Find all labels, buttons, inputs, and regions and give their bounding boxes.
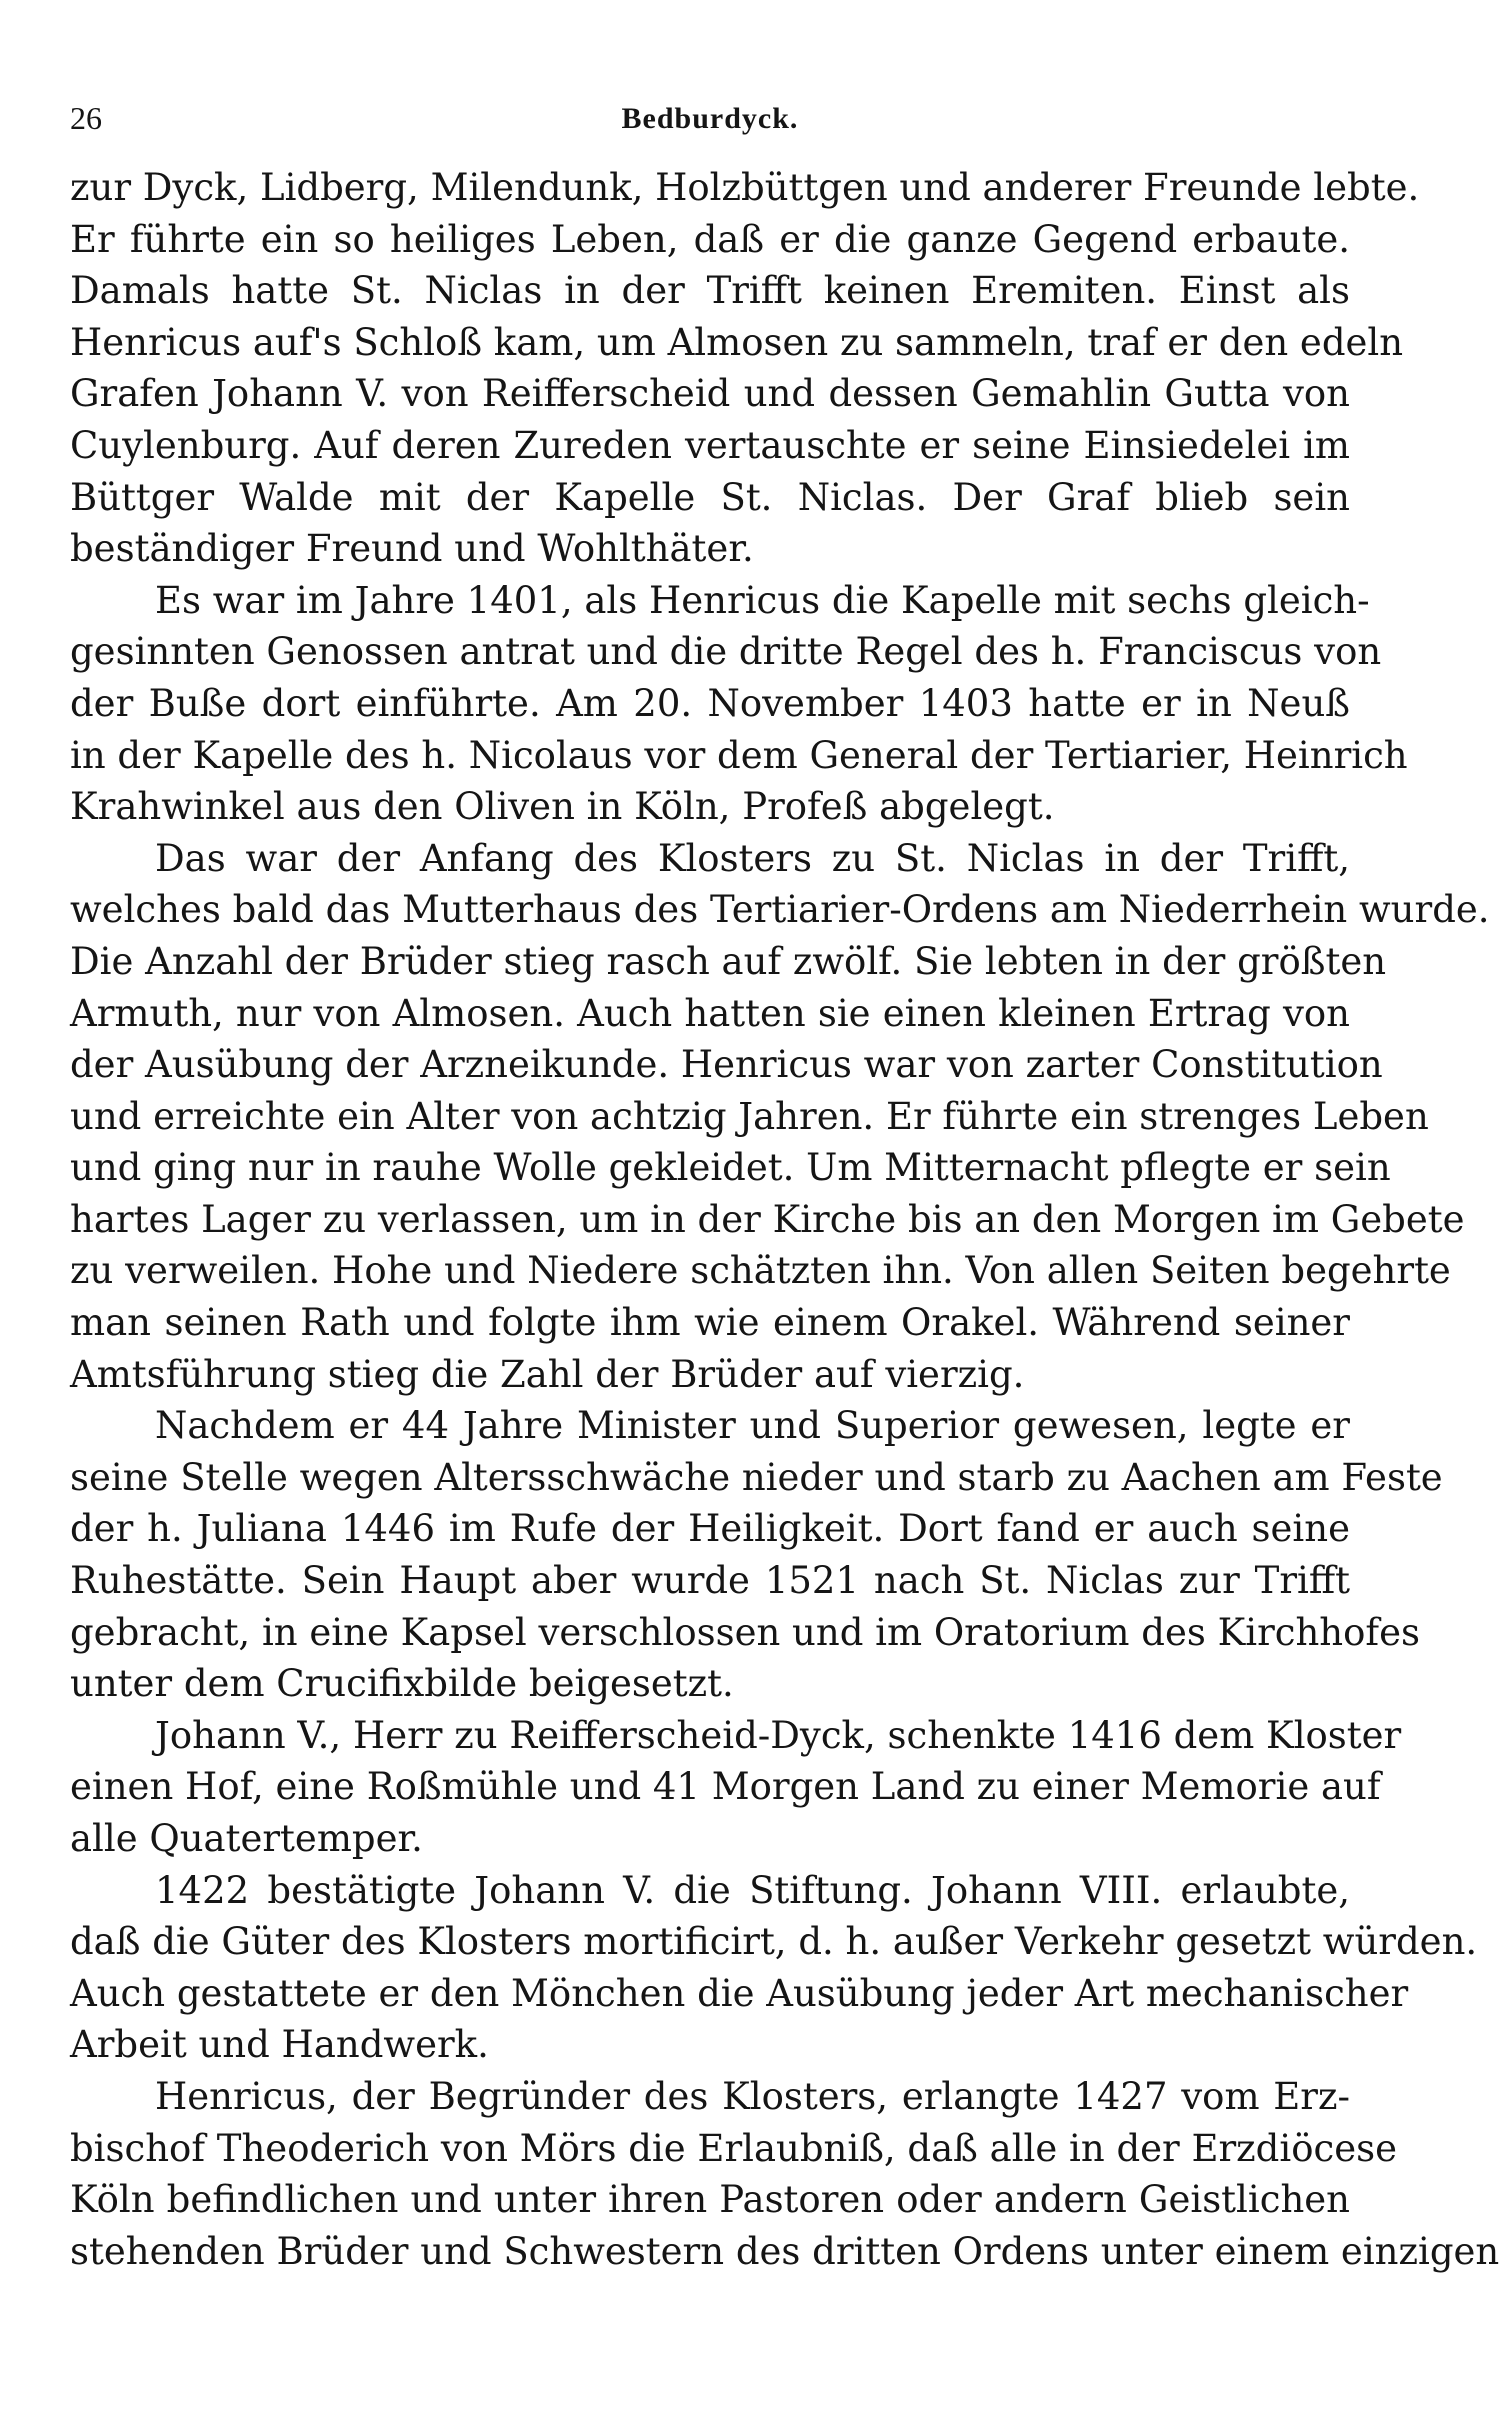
text-line: Nachdem er 44 Jahre Minister und Superior gewesen, legte er bbox=[155, 1404, 1350, 1448]
text-line: der Ausübung der Arzneikunde. Henricus war von zarter Constitution bbox=[70, 1043, 1383, 1087]
text-line: Amtsführung stieg die Zahl der Brüder auf vierzig. bbox=[70, 1352, 1025, 1396]
text-line: unter dem Crucifixbilde beigesetzt. bbox=[70, 1662, 734, 1706]
text-line: und ging nur in rauhe Wolle gekleidet. Um Mitternacht pflegte er sein bbox=[70, 1146, 1391, 1190]
paragraph bbox=[70, 575, 1408, 833]
text-line: Die Anzahl der Brüder stieg rasch auf zwölf. Sie lebten in der größten bbox=[70, 939, 1387, 983]
paragraph bbox=[70, 162, 1420, 575]
text-line: Damals hatte St. Niclas in der Trifft keinen Eremiten. Einst als bbox=[70, 269, 1350, 313]
text-line: welches bald das Mutterhaus des Tertiarier-Ordens am Niederrhein wurde. bbox=[70, 888, 1490, 932]
text-line: Henricus, der Begründer des Klosters, erlangte 1427 vom Erz- bbox=[155, 2074, 1350, 2118]
text-line: man seinen Rath und folgte ihm wie einem Orakel. Während seiner bbox=[70, 1301, 1350, 1345]
text-line: der h. Juliana 1446 im Rufe der Heiligkeit. Dort fand er auch seine bbox=[70, 1507, 1350, 1551]
running-title: Bedburdyck. bbox=[621, 102, 799, 135]
text-line: zu verweilen. Hohe und Niedere schätzten ihn. Von allen Seiten begehrte bbox=[70, 1249, 1451, 1293]
text-line: Er führte ein so heiliges Leben, daß er die ganze Gegend erbaute. bbox=[70, 217, 1350, 261]
text-line: zur Dyck, Lidberg, Milendunk, Holzbüttgen und anderer Freunde lebte. bbox=[70, 166, 1420, 209]
text-line: Auch gestattete er den Mönchen die Ausübung jeder Art mechanischer bbox=[70, 1971, 1409, 2015]
text-line: Das war der Anfang des Klosters zu St. Niclas in der Trifft, bbox=[155, 836, 1350, 880]
text-line: Grafen Johann V. von Reifferscheid und dessen Gemahlin Gutta von bbox=[70, 372, 1350, 416]
text-line: bischof Theoderich von Mörs die Erlaubniß, daß alle in der Erzdiöcese bbox=[70, 2126, 1397, 2170]
page-number: 26 bbox=[70, 100, 102, 136]
text-line: Ruhestätte. Sein Haupt aber wurde 1521 nach St. Niclas zur Trifft bbox=[70, 1559, 1350, 1603]
paragraph bbox=[70, 1400, 1443, 1710]
text-line: hartes Lager zu verlassen, um in der Kirche bis an den Morgen im Gebete bbox=[70, 1197, 1465, 1241]
text-line: Johann V., Herr zu Reifferscheid-Dyck, schenkte 1416 dem Kloster bbox=[155, 1713, 1402, 1757]
text-line: der Buße dort einführte. Am 20. November 1403 hatte er in Neuß bbox=[70, 681, 1350, 725]
text-line: einen Hof, eine Roßmühle und 41 Morgen Land zu einer Memorie auf bbox=[70, 1765, 1381, 1809]
text-line: Armuth, nur von Almosen. Auch hatten sie einen kleinen Ertrag von bbox=[70, 991, 1350, 1035]
paragraph bbox=[70, 1865, 1478, 2071]
text-line: seine Stelle wegen Altersschwäche nieder und starb zu Aachen am Feste bbox=[70, 1455, 1443, 1499]
paragraph bbox=[70, 1710, 1402, 1865]
text-line: in der Kapelle des h. Nicolaus vor dem General der Tertiarier, Heinrich bbox=[70, 733, 1408, 777]
text-line: Arbeit und Handwerk. bbox=[70, 2023, 489, 2067]
text-line: gebracht, in eine Kapsel verschlossen und im Oratorium des Kirchhofes bbox=[70, 1610, 1420, 1654]
text-line: 1422 bestätigte Johann V. die Stiftung. Johann VIII. erlaubte, bbox=[155, 1868, 1350, 1912]
page-body bbox=[70, 162, 1499, 2277]
text-line: beständiger Freund und Wohlthäter. bbox=[70, 527, 754, 571]
text-line: daß die Güter des Klosters mortificirt, d. h. außer Verkehr gesetzt würden. bbox=[70, 1920, 1478, 1964]
text-line: Büttger Walde mit der Kapelle St. Niclas. Der Graf blieb sein bbox=[70, 475, 1350, 519]
text-line: und erreichte ein Alter von achtzig Jahren. Er führte ein strenges Leben bbox=[70, 1094, 1429, 1138]
paragraph bbox=[70, 2071, 1499, 2277]
page-header bbox=[70, 100, 1350, 150]
text-line: Cuylenburg. Auf deren Zureden vertauschte er seine Einsiedelei im bbox=[70, 423, 1350, 467]
text-line: Es war im Jahre 1401, als Henricus die Kapelle mit sechs gleich- bbox=[155, 578, 1370, 622]
text-line: Köln befindlichen und unter ihren Pastoren oder andern Geistlichen bbox=[70, 2178, 1350, 2222]
text-line: stehenden Brüder und Schwestern des dritten Ordens unter einem einzigen bbox=[70, 2229, 1499, 2273]
text-line: gesinnten Genossen antrat und die dritte Regel des h. Franciscus von bbox=[70, 630, 1382, 674]
text-line: Krahwinkel aus den Oliven in Köln, Profeß abgelegt. bbox=[70, 785, 1055, 829]
text-line: alle Quatertemper. bbox=[70, 1817, 423, 1860]
text-line: Henricus auf's Schloß kam, um Almosen zu sammeln, traf er den edeln bbox=[70, 320, 1404, 364]
paragraph bbox=[70, 833, 1490, 1401]
